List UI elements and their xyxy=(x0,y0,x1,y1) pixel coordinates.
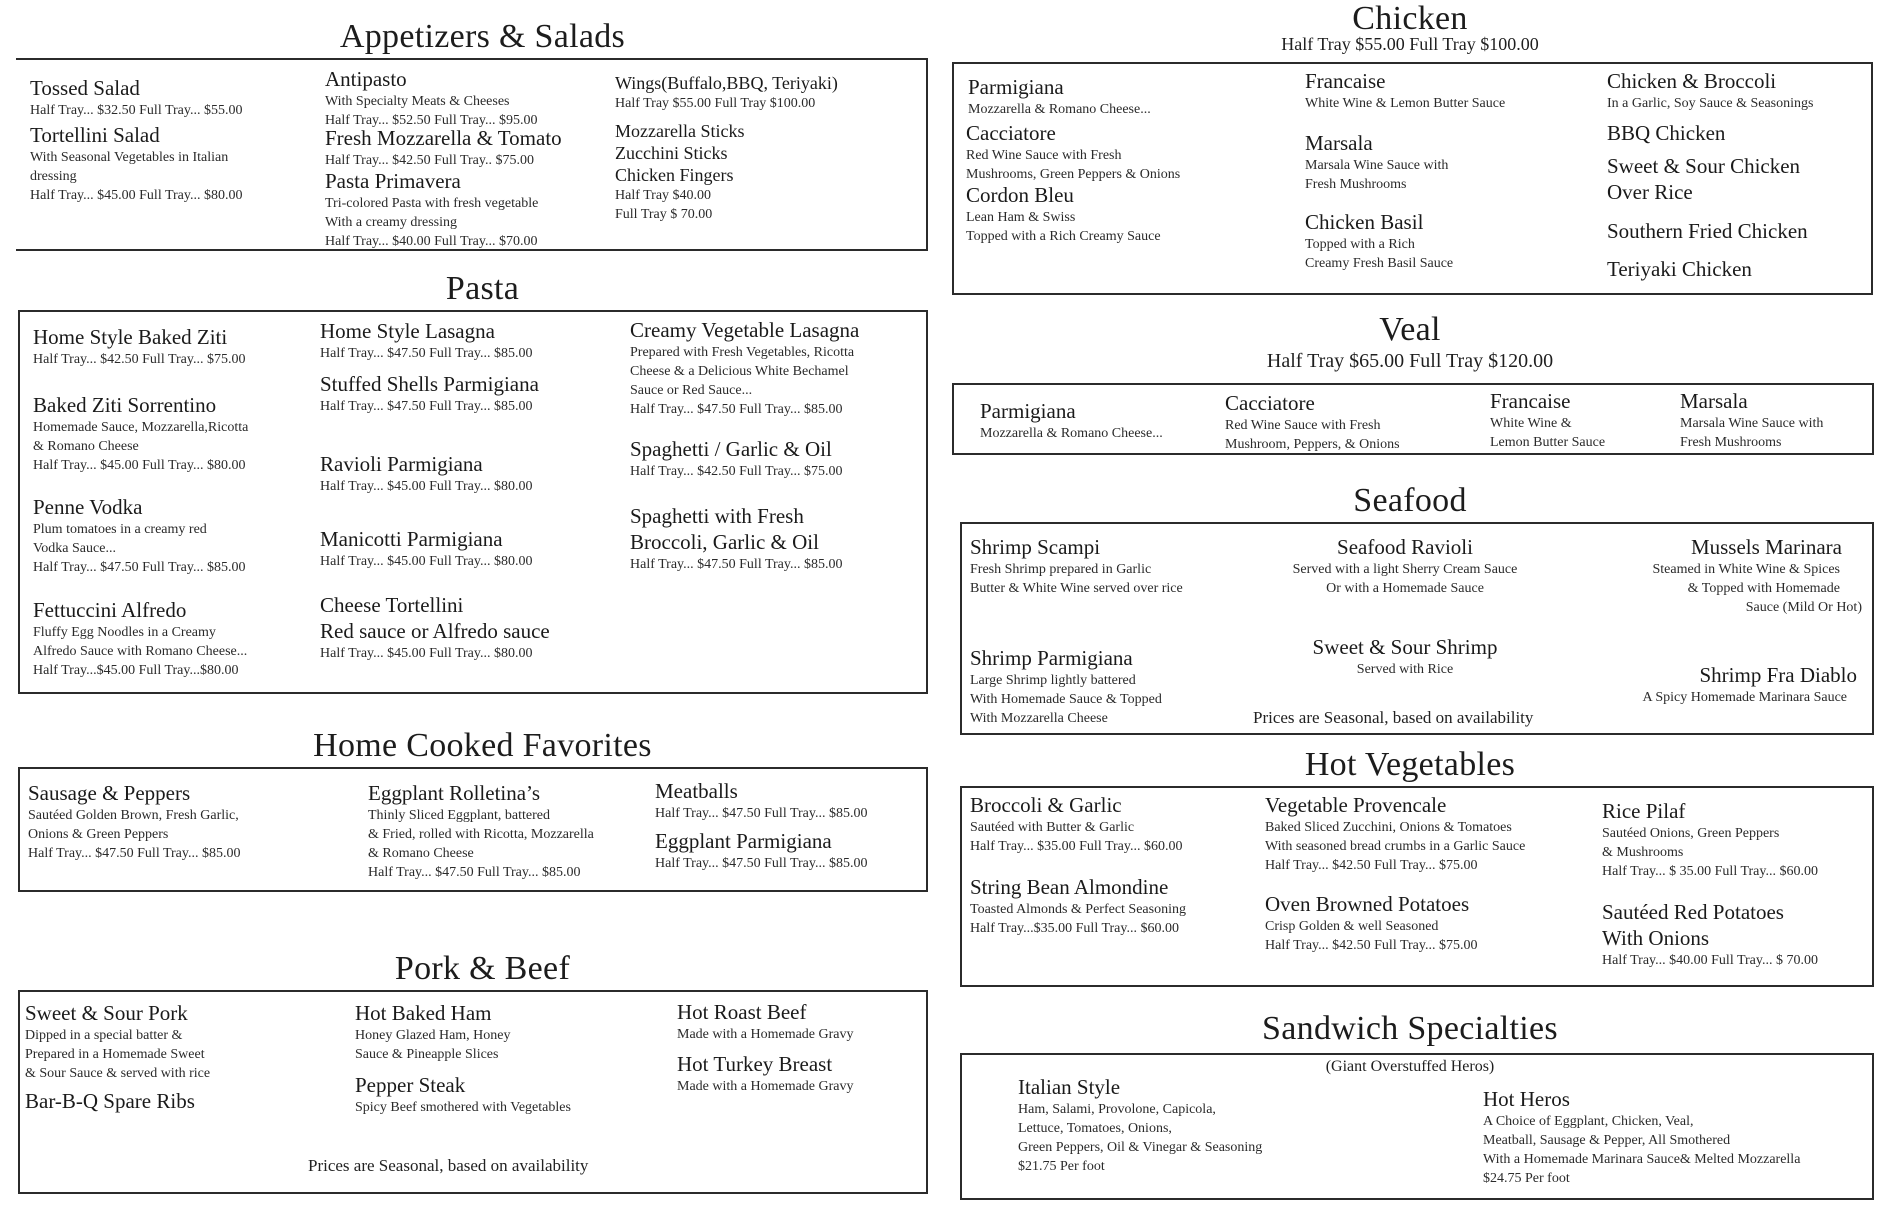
item-desc: Sauce & Pineapple Slices xyxy=(355,1047,499,1062)
menu-item xyxy=(1305,68,1505,113)
item-desc: Tri-colored Pasta with fresh vegetable xyxy=(325,196,539,211)
item-desc: A Spicy Homemade Marinara Sauce xyxy=(1642,690,1847,705)
item-desc: Crisp Golden & well Seasoned xyxy=(1265,919,1439,934)
item-name: Southern Fried Chicken xyxy=(1607,219,1808,243)
item-desc: Sauce (Mild Or Hot) xyxy=(1745,600,1862,615)
sandwich-subtitle: (Giant Overstuffed Heros) xyxy=(1325,1058,1495,1075)
item-desc: Large Shrimp lightly battered xyxy=(970,673,1136,688)
menu-item xyxy=(320,592,550,663)
item-desc: Honey Glazed Ham, Honey xyxy=(355,1028,511,1043)
menu-item xyxy=(1602,798,1818,881)
item-desc: Lean Ham & Swiss xyxy=(966,210,1076,225)
item-price: Half Tray...$45.00 Full Tray...$80.00 xyxy=(33,663,239,678)
item-name: Spaghetti / Garlic & Oil xyxy=(630,437,832,461)
item-desc: & Romano Cheese xyxy=(368,846,474,861)
item-desc: Toasted Almonds & Perfect Seasoning xyxy=(970,902,1186,917)
veal-title: Veal xyxy=(1379,311,1441,348)
item-price: $21.75 Per foot xyxy=(1018,1159,1105,1174)
menu-item xyxy=(1580,534,1862,617)
menu-item xyxy=(1483,1086,1800,1188)
item-name: Bar-B-Q Spare Ribs xyxy=(25,1089,195,1113)
item-name: Over Rice xyxy=(1607,180,1693,204)
item-desc: & Topped with Homemade xyxy=(1687,581,1840,596)
item-desc: Red Wine Sauce with Fresh xyxy=(966,148,1122,163)
item-name: Cordon Bleu xyxy=(966,183,1074,207)
item-desc: Served with Rice xyxy=(1356,662,1454,677)
item-desc: & Sour Sauce & served with rice xyxy=(25,1066,211,1081)
item-desc: Mushroom, Peppers, & Onions xyxy=(1225,437,1400,452)
item-name: Cacciatore xyxy=(1225,391,1315,415)
chicken-title: Chicken xyxy=(1352,0,1468,37)
menu-item xyxy=(968,74,1151,119)
menu-item xyxy=(320,371,539,416)
item-name: Vegetable Provencale xyxy=(1265,793,1447,817)
item-desc: Cheese & a Delicious White Bechamel xyxy=(630,364,849,379)
item-desc: Made with a Homemade Gravy xyxy=(677,1027,854,1042)
item-name: Broccoli & Garlic xyxy=(970,793,1122,817)
item-name: Spaghetti with Fresh xyxy=(630,504,804,528)
menu-item xyxy=(33,494,246,577)
item-price: Half Tray... $47.50 Full Tray... $85.00 xyxy=(320,346,533,361)
item-price: Half Tray...$35.00 Full Tray... $60.00 xyxy=(970,921,1179,936)
item-name: Chicken Basil xyxy=(1305,210,1424,234)
item-price: Half Tray... $52.50 Full Tray... $95.00 xyxy=(325,113,538,128)
item-name: Fettuccini Alfredo xyxy=(33,598,187,622)
item-price: Half Tray... $ 35.00 Full Tray... $60.00 xyxy=(1602,864,1818,879)
item-desc: Topped with a Rich xyxy=(1305,237,1415,252)
item-price: $24.75 Per foot xyxy=(1483,1171,1570,1186)
item-name: Sweet & Sour Pork xyxy=(25,1001,188,1025)
menu-item xyxy=(970,534,1183,598)
item-desc: Dipped in a special batter & xyxy=(25,1028,183,1043)
item-name: Broccoli, Garlic & Oil xyxy=(630,530,819,554)
menu-item xyxy=(615,72,838,113)
sandwich-title: Sandwich Specialties xyxy=(1262,1010,1558,1047)
menu-item xyxy=(1225,390,1400,454)
item-name: Meatballs xyxy=(655,779,738,803)
item-desc: Served with a light Sherry Cream Sauce xyxy=(1292,562,1518,577)
item-name: Home Style Baked Ziti xyxy=(33,325,228,349)
menu-item xyxy=(1250,634,1560,679)
menu-item xyxy=(970,874,1186,938)
menu-item xyxy=(630,317,859,419)
menu-item xyxy=(1602,899,1818,970)
appetizers-title: Appetizers & Salads xyxy=(339,18,626,55)
item-name: String Bean Almondine xyxy=(970,875,1169,899)
menu-item xyxy=(1580,662,1857,707)
item-name: With Onions xyxy=(1602,926,1710,950)
item-desc: Prepared in a Homemade Sweet xyxy=(25,1047,205,1062)
menu-item xyxy=(980,398,1163,443)
item-desc: Homemade Sauce, Mozzarella,Ricotta xyxy=(33,420,249,435)
item-name: Ravioli Parmigiana xyxy=(320,452,483,476)
item-desc: Ham, Salami, Provolone, Capicola, xyxy=(1018,1102,1216,1117)
item-price: Half Tray... $32.50 Full Tray... $55.00 xyxy=(30,103,243,118)
item-price: Half Tray... $47.50 Full Tray... $85.00 xyxy=(630,557,843,572)
menu-item xyxy=(355,1000,511,1064)
menu-item xyxy=(630,436,843,481)
item-name: Tortellini Salad xyxy=(30,123,160,147)
item-desc: Or with a Homemade Sauce xyxy=(1326,581,1484,596)
vegetables-title: Hot Vegetables xyxy=(1304,746,1516,783)
menu-item xyxy=(30,122,243,205)
menu-item xyxy=(1265,891,1478,955)
item-name: Shrimp Scampi xyxy=(970,535,1101,559)
item-price: Half Tray... $40.00 Full Tray... $ 70.00 xyxy=(1602,953,1818,968)
menu-item xyxy=(1265,792,1525,875)
item-name: Eggplant Rolletina’s xyxy=(368,781,541,805)
item-price: Half Tray... $45.00 Full Tray... $80.00 xyxy=(30,188,243,203)
item-price: Half Tray... $47.50 Full Tray... $85.00 xyxy=(655,856,868,871)
menu-item xyxy=(1680,388,1823,452)
item-desc: With a creamy dressing xyxy=(325,215,458,230)
item-desc: With Mozzarella Cheese xyxy=(970,711,1108,726)
pork-price-note: Prices are Seasonal, based on availability xyxy=(308,1156,589,1175)
item-name: Seafood Ravioli xyxy=(1337,535,1473,559)
appetizers-top-rule xyxy=(16,58,928,60)
item-price: Half Tray... $47.50 Full Tray... $85.00 xyxy=(630,402,843,417)
item-price: Half Tray... $47.50 Full Tray... $85.00 xyxy=(655,806,868,821)
menu-item xyxy=(970,792,1183,856)
item-desc: Red Wine Sauce with Fresh xyxy=(1225,418,1381,433)
menu-item xyxy=(655,828,868,873)
item-name: Italian Style xyxy=(1018,1075,1121,1099)
item-price: Half Tray... $42.50 Full Tray... $75.00 xyxy=(1265,858,1478,873)
item-desc: Thinly Sliced Eggplant, battered xyxy=(368,808,550,823)
menu-item xyxy=(630,503,843,574)
item-price: Half Tray... $47.50 Full Tray... $85.00 xyxy=(368,865,581,880)
item-desc: & Mushrooms xyxy=(1602,845,1684,860)
menu-item xyxy=(615,120,744,224)
item-desc: Lemon Butter Sauce xyxy=(1490,435,1606,450)
item-desc: With seasoned bread crumbs in a Garlic Sauce xyxy=(1265,839,1526,854)
item-name: Oven Browned Potatoes xyxy=(1265,892,1470,916)
item-name: Marsala xyxy=(1305,131,1373,155)
item-name: Baked Ziti Sorrentino xyxy=(33,393,217,417)
item-name: Antipasto xyxy=(325,67,407,91)
item-desc: Mozzarella & Romano Cheese... xyxy=(968,102,1151,117)
item-desc: Meatball, Sausage & Pepper, All Smothered xyxy=(1483,1133,1731,1148)
item-name: Cacciatore xyxy=(966,121,1056,145)
item-price: Half Tray $55.00 Full Tray $100.00 xyxy=(615,96,816,111)
item-desc: A Choice of Eggplant, Chicken, Veal, xyxy=(1483,1114,1694,1129)
item-price: Half Tray $40.00 xyxy=(615,188,712,203)
item-name: Home Style Lasagna xyxy=(320,319,495,343)
item-name: Zucchini Sticks xyxy=(615,143,728,163)
item-name: Manicotti Parmigiana xyxy=(320,527,503,551)
menu-item xyxy=(325,168,538,251)
item-name: Sweet & Sour Shrimp xyxy=(1312,635,1498,659)
item-name: Chicken & Broccoli xyxy=(1607,69,1777,93)
item-name: Teriyaki Chicken xyxy=(1607,257,1752,281)
veal-subtitle: Half Tray $65.00 Full Tray $120.00 xyxy=(1266,350,1554,372)
menu-item xyxy=(1607,120,1725,146)
item-name: Stuffed Shells Parmigiana xyxy=(320,372,539,396)
item-price: Full Tray $ 70.00 xyxy=(615,207,713,222)
pasta-title: Pasta xyxy=(445,270,520,307)
item-name: Pepper Steak xyxy=(355,1073,466,1097)
menu-item xyxy=(320,526,533,571)
item-price: Half Tray... $42.50 Full Tray... $75.00 xyxy=(1265,938,1478,953)
item-desc: dressing xyxy=(30,169,77,184)
item-name: Cheese Tortellini xyxy=(320,593,464,617)
item-name: Hot Turkey Breast xyxy=(677,1052,833,1076)
menu-item xyxy=(1305,209,1453,273)
item-desc: Fresh Mushrooms xyxy=(1680,435,1782,450)
item-desc: Fresh Mushrooms xyxy=(1305,177,1407,192)
menu-item xyxy=(320,451,533,496)
item-price: Half Tray... $40.00 Full Tray... $70.00 xyxy=(325,234,538,249)
favorites-title: Home Cooked Favorites xyxy=(313,727,652,764)
item-desc: With Seasonal Vegetables in Italian xyxy=(30,150,229,165)
menu-item xyxy=(677,1051,854,1096)
item-price: Half Tray... $42.50 Full Tray... $75.00 xyxy=(33,352,246,367)
item-name: Pasta Primavera xyxy=(325,169,461,193)
item-desc: Sautéed Onions, Green Peppers xyxy=(1602,826,1780,841)
menu-item xyxy=(28,780,241,863)
item-name: Sautéed Red Potatoes xyxy=(1602,900,1784,924)
menu-item xyxy=(1490,388,1605,452)
item-desc: Alfredo Sauce with Romano Cheese... xyxy=(33,644,248,659)
menu-item xyxy=(1018,1074,1262,1176)
item-price: Half Tray... $45.00 Full Tray... $80.00 xyxy=(320,554,533,569)
menu-item xyxy=(1607,256,1752,282)
item-name: Wings(Buffalo,BBQ, Teriyaki) xyxy=(615,73,838,93)
appetizers-right-rule xyxy=(926,58,928,251)
item-desc: Prepared with Fresh Vegetables, Ricotta xyxy=(630,345,855,360)
item-price: Half Tray... $42.50 Full Tray... $75.00 xyxy=(630,464,843,479)
menu-item xyxy=(966,120,1180,184)
seafood-title: Seafood xyxy=(1353,482,1467,519)
item-desc: In a Garlic, Soy Sauce & Seasonings xyxy=(1607,96,1814,111)
item-desc: With a Homemade Marinara Sauce& Melted Mozzarella xyxy=(1483,1152,1801,1167)
item-desc: Topped with a Rich Creamy Sauce xyxy=(966,229,1161,244)
item-name: Marsala xyxy=(1680,389,1748,413)
item-name: Hot Roast Beef xyxy=(677,1000,807,1024)
item-price: Half Tray... $47.50 Full Tray... $85.00 xyxy=(320,399,533,414)
item-desc: Green Peppers, Oil & Vinegar & Seasoning xyxy=(1018,1140,1263,1155)
item-desc: Butter & White Wine served over rice xyxy=(970,581,1183,596)
menu-item xyxy=(655,778,868,823)
item-name: Mozzarella Sticks xyxy=(615,121,745,141)
menu-item xyxy=(30,75,243,120)
item-desc: Steamed in White Wine & Spices xyxy=(1652,562,1840,577)
item-desc: & Fried, rolled with Ricotta, Mozzarella xyxy=(368,827,594,842)
item-name: Parmigiana xyxy=(968,75,1064,99)
item-desc: Made with a Homemade Gravy xyxy=(677,1079,854,1094)
item-price: Half Tray... $45.00 Full Tray... $80.00 xyxy=(33,458,246,473)
item-desc: White Wine & Lemon Butter Sauce xyxy=(1305,96,1506,111)
menu-item xyxy=(368,780,594,882)
item-desc: With Homemade Sauce & Topped xyxy=(970,692,1162,707)
menu-item xyxy=(33,324,246,369)
menu-item xyxy=(1607,218,1808,244)
menu-item xyxy=(966,182,1161,246)
item-price: Half Tray... $45.00 Full Tray... $80.00 xyxy=(320,646,533,661)
item-name: Sweet & Sour Chicken xyxy=(1607,154,1801,178)
item-desc: Spicy Beef smothered with Vegetables xyxy=(355,1100,571,1115)
menu-item xyxy=(1305,130,1448,194)
item-desc: Baked Sliced Zucchini, Onions & Tomatoes xyxy=(1265,820,1512,835)
item-name: Sausage & Peppers xyxy=(28,781,191,805)
item-desc: Sautéed Golden Brown, Fresh Garlic, xyxy=(28,808,239,823)
item-price: Half Tray... $47.50 Full Tray... $85.00 xyxy=(28,846,241,861)
item-desc: Creamy Fresh Basil Sauce xyxy=(1305,256,1454,271)
item-name: Hot Heros xyxy=(1483,1087,1570,1111)
item-name: Fresh Mozzarella & Tomato xyxy=(325,126,562,150)
item-name: Eggplant Parmigiana xyxy=(655,829,832,853)
item-desc: Marsala Wine Sauce with xyxy=(1305,158,1449,173)
item-desc: Mozzarella & Romano Cheese... xyxy=(980,426,1163,441)
item-name: Penne Vodka xyxy=(33,495,143,519)
menu-item xyxy=(1607,153,1800,205)
item-desc: Lettuce, Tomatoes, Onions, xyxy=(1018,1121,1172,1136)
item-name: Shrimp Parmigiana xyxy=(970,646,1133,670)
item-name: Francaise xyxy=(1490,389,1571,413)
menu-item xyxy=(33,392,248,475)
item-price: Half Tray... $35.00 Full Tray... $60.00 xyxy=(970,839,1183,854)
item-desc: Mushrooms, Green Peppers & Onions xyxy=(966,167,1181,182)
menu-item xyxy=(25,1000,210,1083)
menu-item xyxy=(325,125,562,170)
item-desc: Marsala Wine Sauce with xyxy=(1680,416,1824,431)
menu-item xyxy=(320,318,533,363)
menu-item xyxy=(677,999,854,1044)
item-name: Creamy Vegetable Lasagna xyxy=(630,318,860,342)
menu-item xyxy=(33,597,247,680)
seafood-price-note: Prices are Seasonal, based on availability xyxy=(1253,708,1534,727)
menu-item xyxy=(325,66,538,130)
item-name: Mussels Marinara xyxy=(1690,535,1842,559)
item-desc: Vodka Sauce... xyxy=(33,541,116,556)
item-desc: Onions & Green Peppers xyxy=(28,827,169,842)
item-name: Shrimp Fra Diablo xyxy=(1699,663,1857,687)
item-desc: & Romano Cheese xyxy=(33,439,139,454)
pork-title: Pork & Beef xyxy=(394,950,571,987)
item-name: Chicken Fingers xyxy=(615,165,734,185)
item-desc: Fluffy Egg Noodles in a Creamy xyxy=(33,625,216,640)
item-name: Rice Pilaf xyxy=(1602,799,1686,823)
item-price: Half Tray... $42.50 Full Tray.. $75.00 xyxy=(325,153,534,168)
item-price: Half Tray... $45.00 Full Tray... $80.00 xyxy=(320,479,533,494)
item-name: Parmigiana xyxy=(980,399,1076,423)
chicken-subtitle: Half Tray $55.00 Full Tray $100.00 xyxy=(1281,34,1539,54)
menu-item xyxy=(970,645,1162,728)
menu-item xyxy=(25,1088,195,1114)
item-name: Tossed Salad xyxy=(30,76,140,100)
item-name: Francaise xyxy=(1305,69,1386,93)
menu-item xyxy=(1250,534,1560,598)
item-name: BBQ Chicken xyxy=(1607,121,1726,145)
item-desc: Plum tomatoes in a creamy red xyxy=(33,522,207,537)
menu-item xyxy=(1607,68,1813,113)
item-name: Red sauce or Alfredo sauce xyxy=(320,619,550,643)
item-desc: Fresh Shrimp prepared in Garlic xyxy=(970,562,1152,577)
item-price: Half Tray... $47.50 Full Tray... $85.00 xyxy=(33,560,246,575)
item-desc: Sauce or Red Sauce... xyxy=(630,383,753,398)
item-desc: Sautéed with Butter & Garlic xyxy=(970,820,1135,835)
item-desc: White Wine & xyxy=(1490,416,1572,431)
menu-item xyxy=(355,1072,571,1117)
item-name: Hot Baked Ham xyxy=(355,1001,492,1025)
item-desc: With Specialty Meats & Cheeses xyxy=(325,94,510,109)
